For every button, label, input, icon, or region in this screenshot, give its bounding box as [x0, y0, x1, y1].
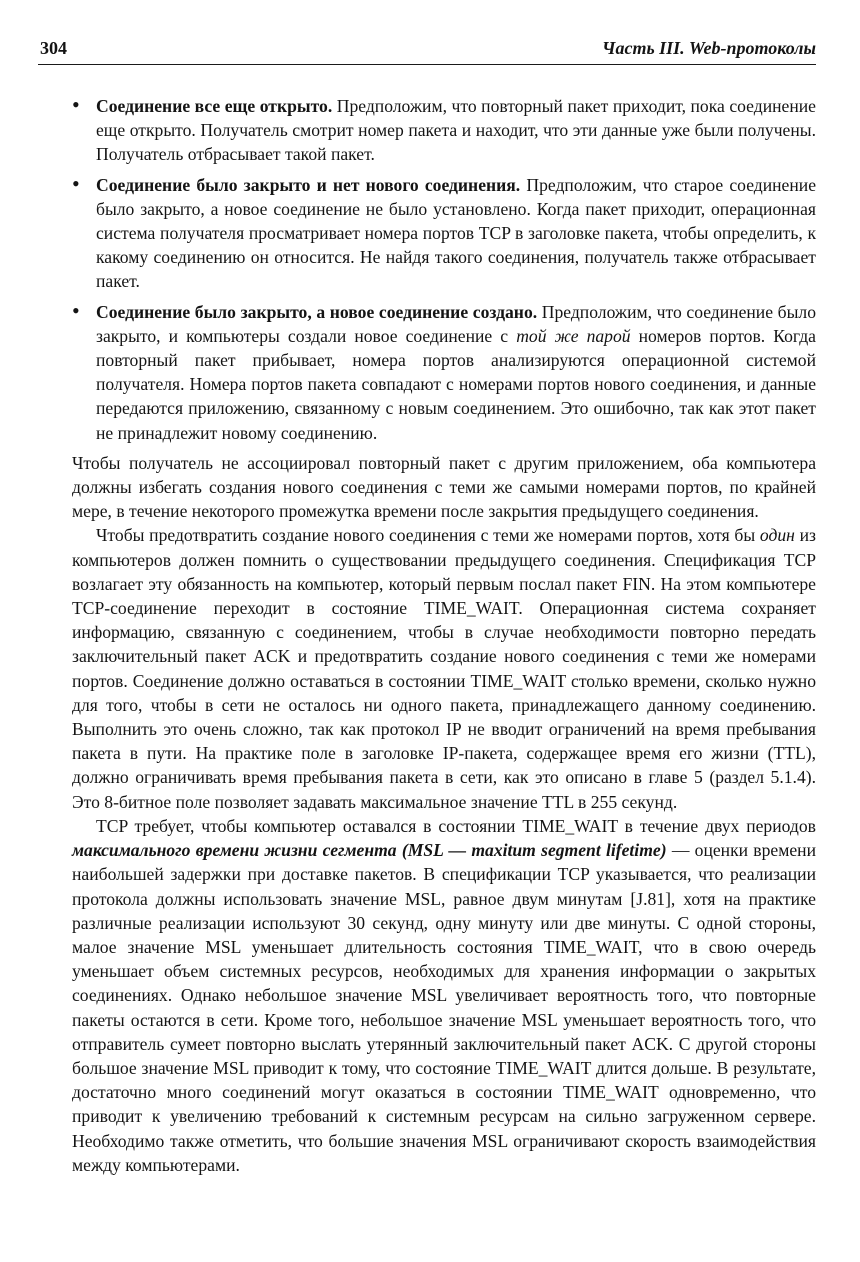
bullet-title: Соединение было закрыто и нет нового соединения. [96, 174, 521, 195]
bullet-title: Соединение было закрыто, а новое соединение создано. [96, 301, 538, 322]
bullet-text: номеров портов. Когда повторный пакет прибывает, номера портов анализируются операционной системой получателя. Номера портов пакета совпадают с номерами портов нового соединения, и данные передаются приложению, связанному с новым соединением. Это ошибочно, так как этот пакет не принадлежит новому соединению. [96, 325, 816, 443]
bullet-item [72, 300, 816, 445]
page-header [38, 34, 816, 65]
paragraph-text: — оценки времени наибольшей задержки при доставке пакетов. В спецификации TCP указывается, что реализации протокола должны использовать значение MSL, равное двум минутам [J.81], хотя на практике различные реализации используют 30 секунд, одну минуту или две минуты. С одной стороны, малое значение MSL уменьшает длительность состояния TIME_WAIT, что в свою очередь уменьшает объем системных ресурсов, необходимых для хранения информации о закрытых соединениях. Однако небольшое значение MSL увеличивает вероятность того, что повторные пакеты остаются в сети. Кроме того, небольшое значение MSL уменьшает вероятность того, что отправитель сумеет повторно выслать утерянный заключительный пакет ACK. С другой стороны большое значение MSL приводит к тому, что состояние TIME_WAIT длится дольше. В результате, достаточно много соединений могут оказаться в состоянии TIME_WAIT одновременно, что приводит к увеличению требований к системным ресурсам на сильно загруженном сервере. Необходимо также отметить, что большие значения MSL ограничивают скорость взаимодействия между компьютерами. [72, 840, 816, 1175]
bullet-item [72, 173, 816, 294]
paragraph-emphasis: максимального времени жизни сегмента (MSL — maxitum segment lifetime) [72, 840, 667, 861]
page-number: 304 [40, 38, 67, 58]
bullet-text: Предположим, что старое соединение было закрыто, а новое соединение не было установлено. Когда пакет приходит, операционная система получателя просматривает номера портов TCP в заголовке пакета, чтобы определить, к какому соединению он относится. Не найдя такого соединения, получатель также отбрасывает пакет. [96, 174, 817, 292]
paragraph-3 [72, 814, 816, 1177]
bullet-text: Предположим, что соединение было закрыто, и компьютеры создали новое соединение с [96, 301, 816, 346]
bullet-list [72, 94, 816, 445]
bullet-text: Предположим, что повторный пакет приходит, пока соединение еще открыто. Получатель смотрит номер пакета и находит, что эти данные уже были получены. Получатель отбрасывает такой пакет. [96, 96, 816, 165]
bullet-item [72, 94, 816, 167]
running-head: Часть III. Web-протоколы [601, 38, 816, 58]
paragraph-emphasis: один [759, 525, 795, 546]
paragraph-2 [72, 523, 816, 813]
bullet-emphasis: той же парой [516, 325, 631, 346]
paragraph-1: Чтобы получатель не ассоциировал повторный пакет с другим приложением, оба компьютера должны избегать создания нового соединения с теми же самыми номерами портов, по крайней мере, в течение некоторого промежутка времени после закрытия предыдущего соединения. [72, 452, 816, 522]
bullet-title: Соединение все еще открыто. [96, 96, 333, 116]
page-body [72, 94, 816, 1177]
paragraph-text: Чтобы предотвратить создание нового соединения с теми же номерами портов, хотя бы [96, 525, 760, 546]
paragraph-text: из компьютеров должен помнить о существовании предыдущего соединения. Спецификация TCP возлагает эту обязанность на компьютер, который первым послал пакет FIN. На этом компьютере TCP-соединение переходит в состояние TIME_WAIT. Операционная система сохраняет информацию, связанную с соединением, чтобы в случае необходимости повторно передать заключительный пакет ACK и предотвратить создание нового соединения с теми же номерами портов. Соединение должно оставаться в состоянии TIME_WAIT столько времени, сколько нужно для того, чтобы в сети не осталось ни одного пакета, принадлежащего данному соединению. Выполнить это очень сложно, так как протокол IP не вводит ограничений на время пребывания пакета в пути. На практике поле в заголовке IP-пакета, содержащее время его жизни (TTL), должно ограничивать время пребывания пакета в сети, как это описано в главе 5 (раздел 5.1.4). Это 8-битное поле позволяет задавать максимальное значение TTL в 255 секунд. [72, 525, 816, 812]
paragraph-text: TCP требует, чтобы компьютер оставался в состоянии TIME_WAIT в течение двух периодов [96, 815, 816, 836]
